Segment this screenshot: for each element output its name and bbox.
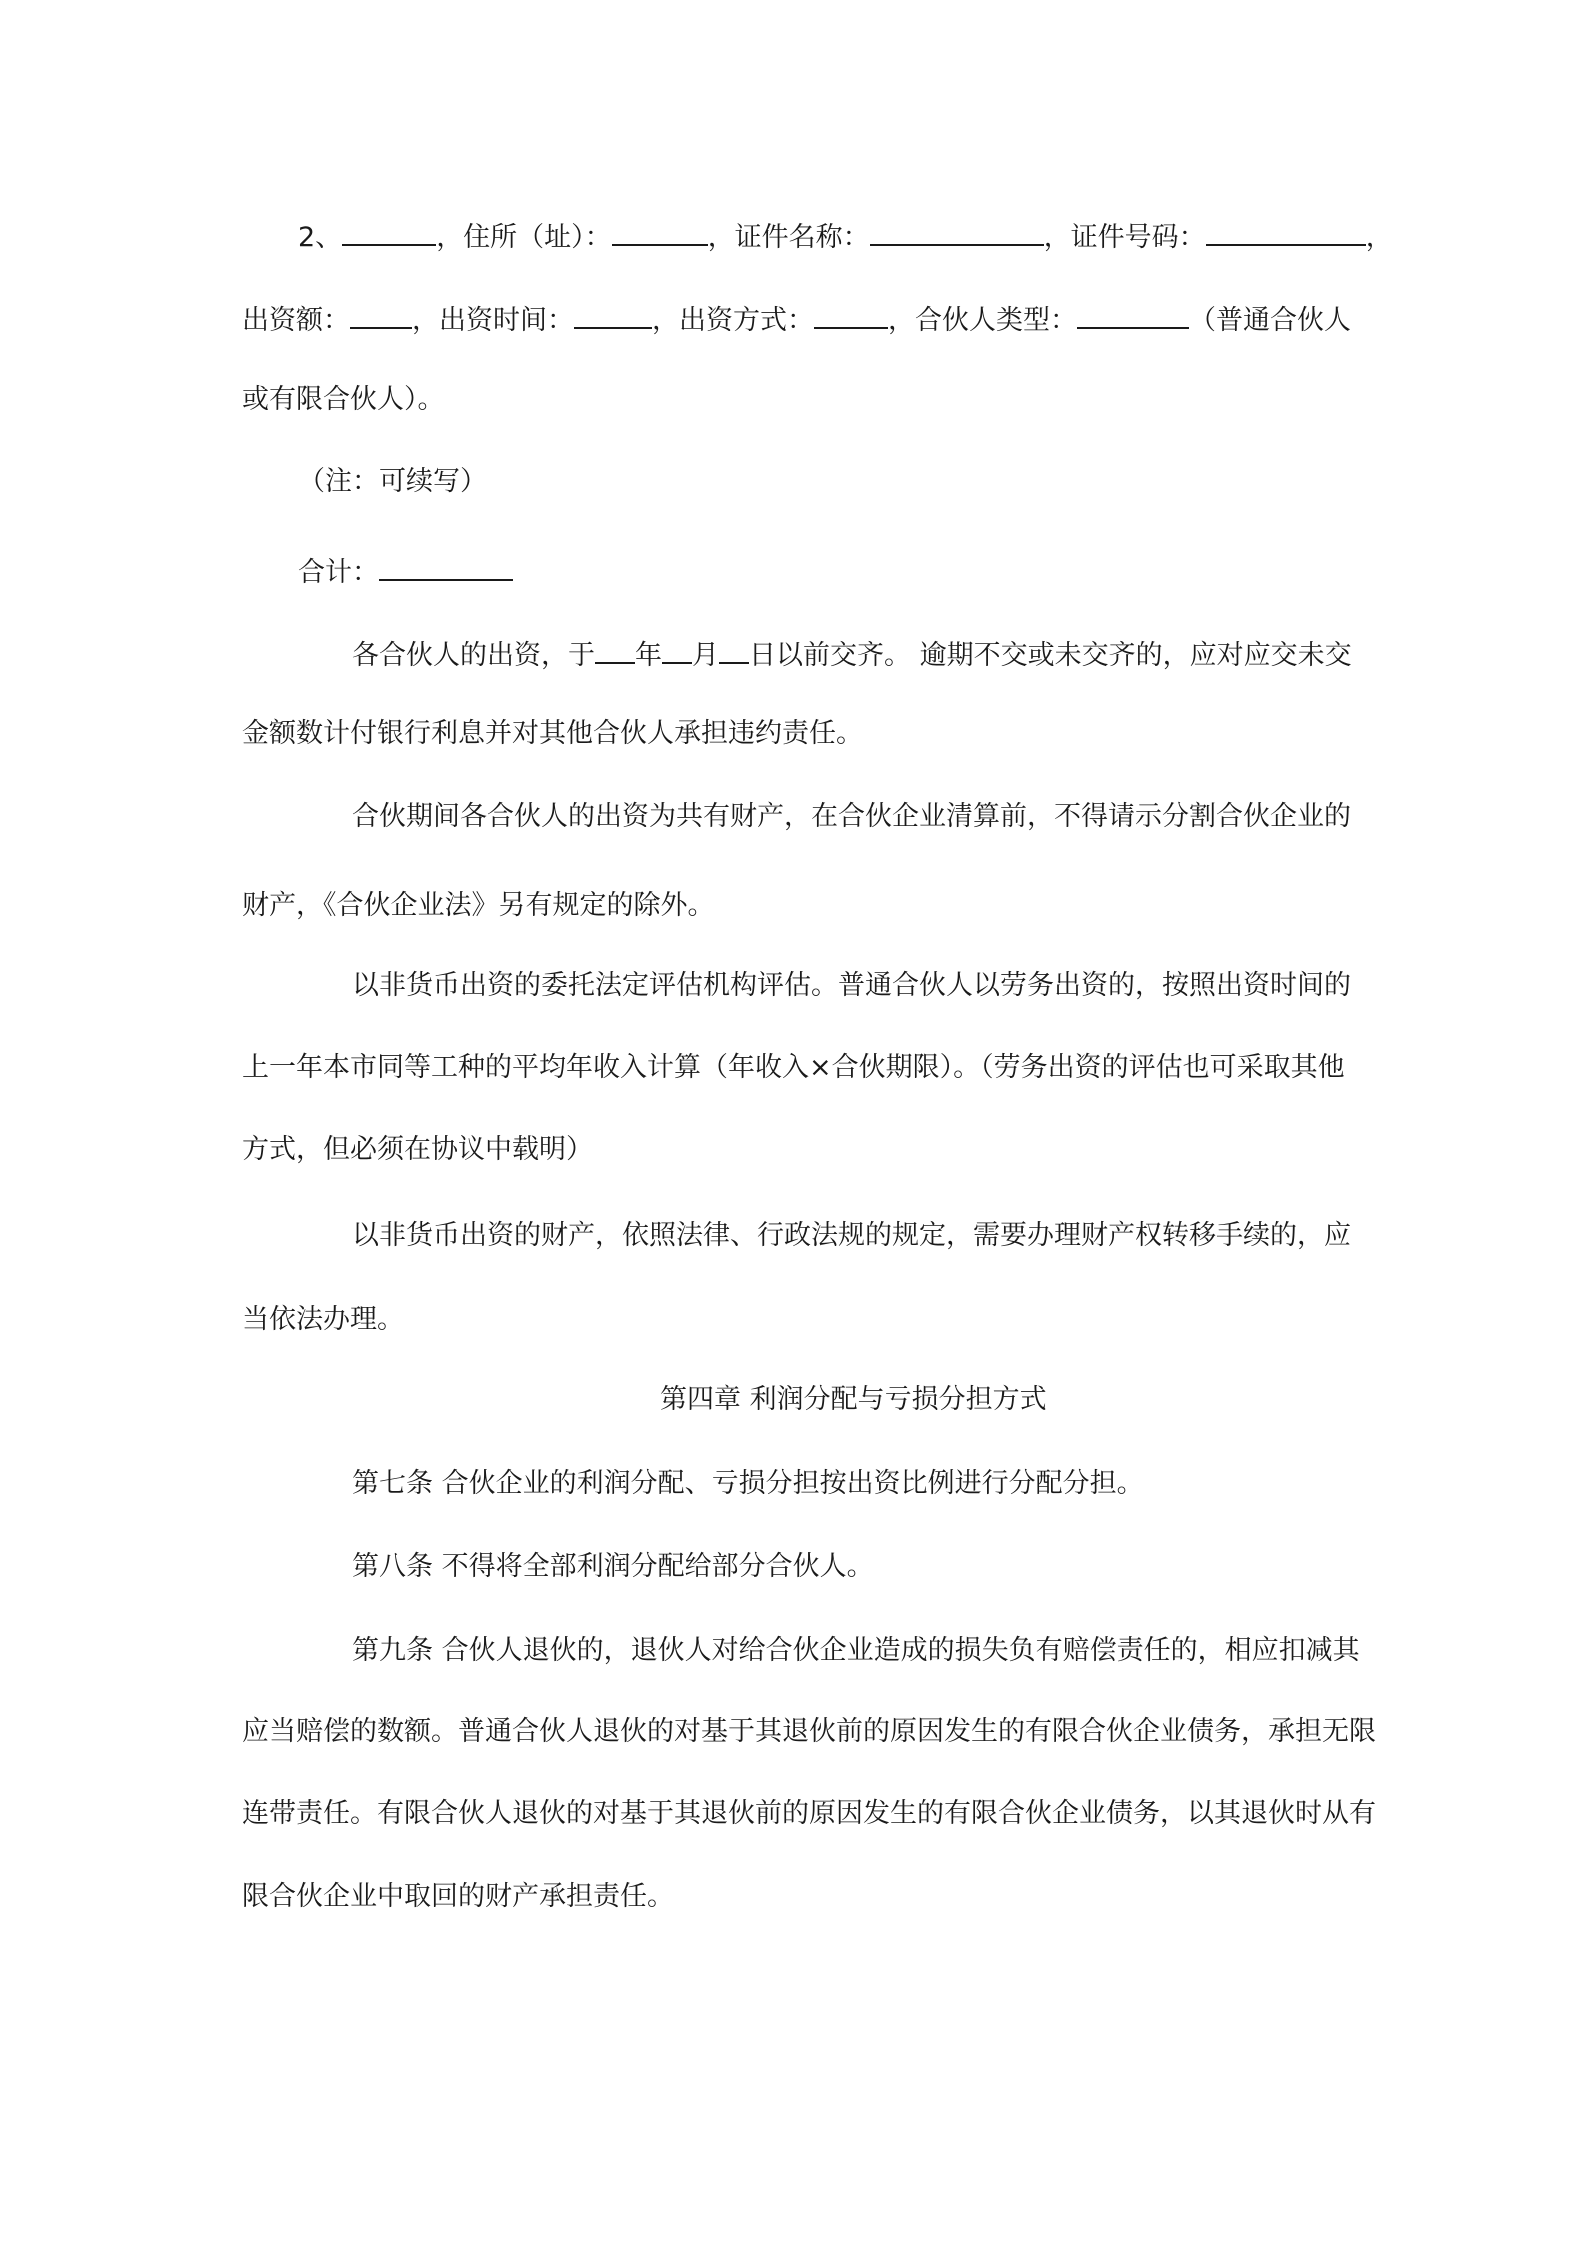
month-label: 月 [692, 640, 719, 671]
capital-label: 出资额： [242, 305, 350, 336]
transfer-line2: 当依法办理。 [242, 1304, 404, 1335]
deadline-line1 [352, 636, 1352, 674]
non-monetary-line3: 方式，但必须在协议中载明） [242, 1134, 593, 1165]
item2-line3: 或有限合伙人）。 [242, 384, 445, 415]
non-monetary-line1: 以非货币出资的委托法定评估机构评估。普通合伙人以劳务出资的，按照出资时间的 [352, 970, 1351, 1001]
type-label: ，合伙人类型： [888, 305, 1077, 336]
id-number-blank[interactable] [1206, 218, 1366, 246]
id-name-blank[interactable] [870, 218, 1044, 246]
id-number-label: ，证件号码： [1043, 222, 1206, 253]
common-property-line1: 合伙期间各合伙人的出资为共有财产，在合伙企业清算前，不得请示分割合伙企业的 [352, 801, 1351, 832]
comma: ， [1365, 222, 1393, 253]
article-8: 第八条 不得将全部利润分配给部分合伙人。 [352, 1551, 874, 1582]
article-9-line4: 限合伙企业中取回的财产承担责任。 [242, 1881, 674, 1912]
deadline-text1: 各合伙人的出资，于 [352, 640, 595, 671]
deadline-line2: 金额数计付银行利息并对其他合伙人承担违约责任。 [242, 718, 863, 749]
item2-line2 [242, 301, 1351, 339]
total-line [298, 553, 513, 591]
year-label: 年 [635, 640, 662, 671]
month-blank[interactable] [662, 636, 692, 664]
time-blank[interactable] [574, 301, 652, 329]
deadline-text2: 日以前交齐。 逾期不交或未交齐的，应对应交未交 [749, 640, 1352, 671]
method-label: ，出资方式： [652, 305, 814, 336]
item2-line1 [298, 218, 1393, 256]
article-7: 第七条 合伙企业的利润分配、亏损分担按出资比例进行分配分担。 [352, 1468, 1144, 1499]
non-monetary-line2: 上一年本市同等工种的平均年收入计算（年收入×合伙期限）。（劳务出资的评估也可采取其他 [242, 1052, 1345, 1083]
name-blank[interactable] [342, 218, 436, 246]
residence-blank[interactable] [612, 218, 708, 246]
time-label: ，出资时间： [412, 305, 574, 336]
method-blank[interactable] [814, 301, 888, 329]
transfer-line1: 以非货币出资的财产，依照法律、行政法规的规定，需要办理财产权转移手续的，应 [352, 1220, 1351, 1251]
article-9-line3: 连带责任。有限合伙人退伙的对基于其退伙前的原因发生的有限合伙企业债务，以其退伙时从有 [242, 1798, 1376, 1829]
residence-label: ，住所（址）： [436, 222, 612, 253]
chapter4-title: 第四章 利润分配与亏损分担方式 [660, 1384, 1047, 1415]
article-9-line1: 第九条 合伙人退伙的，退伙人对给合伙企业造成的损失负有赔偿责任的，相应扣减其 [352, 1635, 1360, 1666]
type-blank[interactable] [1077, 301, 1189, 329]
total-label: 合计： [298, 557, 379, 588]
item2-prefix: 2、 [298, 222, 343, 253]
total-blank[interactable] [379, 553, 513, 581]
id-name-label: ，证件名称： [707, 222, 870, 253]
article-9-line2: 应当赔偿的数额。普通合伙人退伙的对基于其退伙前的原因发生的有限合伙企业债务，承担无限 [242, 1716, 1376, 1747]
capital-blank[interactable] [350, 301, 412, 329]
common-property-line2: 财产，《合伙企业法》另有规定的除外。 [242, 890, 715, 921]
note: （注：可续写） [298, 466, 487, 497]
day-blank[interactable] [719, 636, 749, 664]
type-hint: （普通合伙人 [1189, 305, 1351, 336]
year-blank[interactable] [595, 636, 635, 664]
